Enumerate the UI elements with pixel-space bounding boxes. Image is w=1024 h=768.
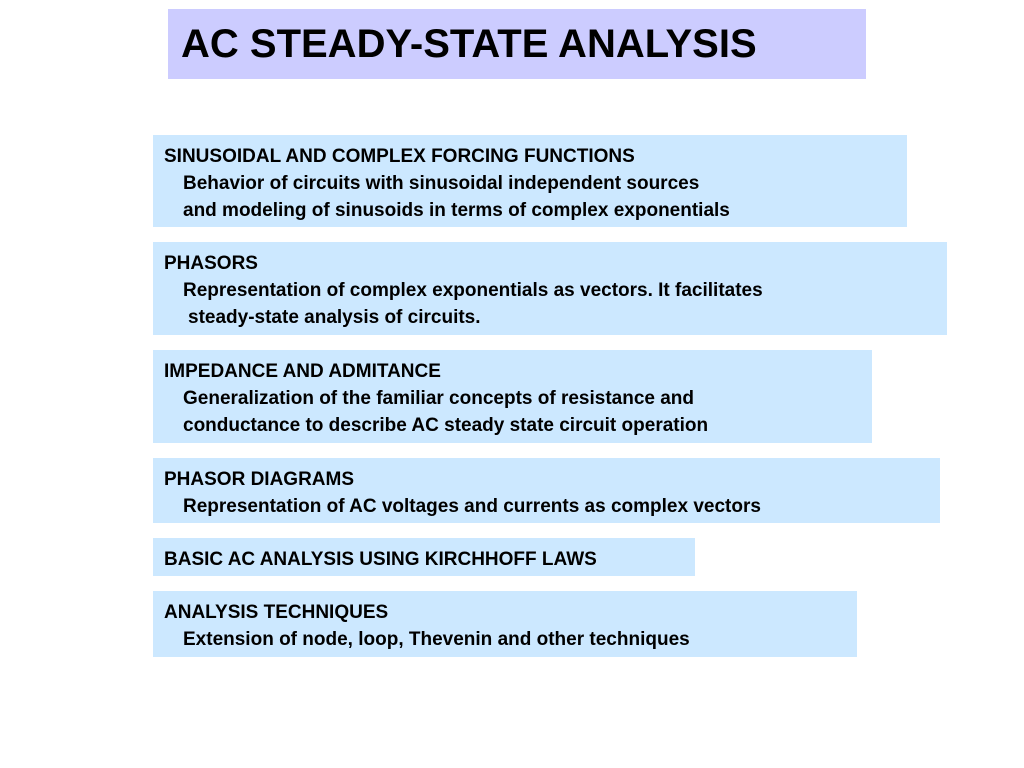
topic-phasors [153,242,947,335]
topic-description-line: and modeling of sinusoids in terms of complex exponentials [183,200,730,221]
topic-heading: PHASOR DIAGRAMS [164,469,355,490]
slide-title: AC STEADY-STATE ANALYSIS [181,22,757,66]
topic-description-line: Representation of complex exponentials as vectors. It facilitates [183,280,763,301]
topic-heading: IMPEDANCE AND ADMITANCE [164,361,441,382]
topic-sinusoidal-forcing-functions [153,135,907,227]
topic-heading: ANALYSIS TECHNIQUES [164,602,389,623]
topic-analysis-techniques [153,591,857,657]
title-box [168,9,866,79]
topic-description-line: Representation of AC voltages and currents as complex vectors [183,496,761,517]
topic-description-line: conductance to describe AC steady state circuit operation [183,415,709,436]
topic-description-line: Extension of node, loop, Thevenin and other techniques [183,629,690,650]
topic-description-line: Behavior of circuits with sinusoidal independent sources [183,173,700,194]
topic-impedance-admitance [153,350,872,443]
topic-heading: BASIC AC ANALYSIS USING KIRCHHOFF LAWS [164,549,597,570]
topic-description-line: steady-state analysis of circuits. [188,307,481,328]
topic-description-line: Generalization of the familiar concepts of resistance and [183,388,695,409]
topic-kirchhoff-laws [153,538,695,576]
topic-heading: SINUSOIDAL AND COMPLEX FORCING FUNCTIONS [164,146,635,167]
topic-heading: PHASORS [164,253,258,274]
topic-phasor-diagrams [153,458,940,523]
